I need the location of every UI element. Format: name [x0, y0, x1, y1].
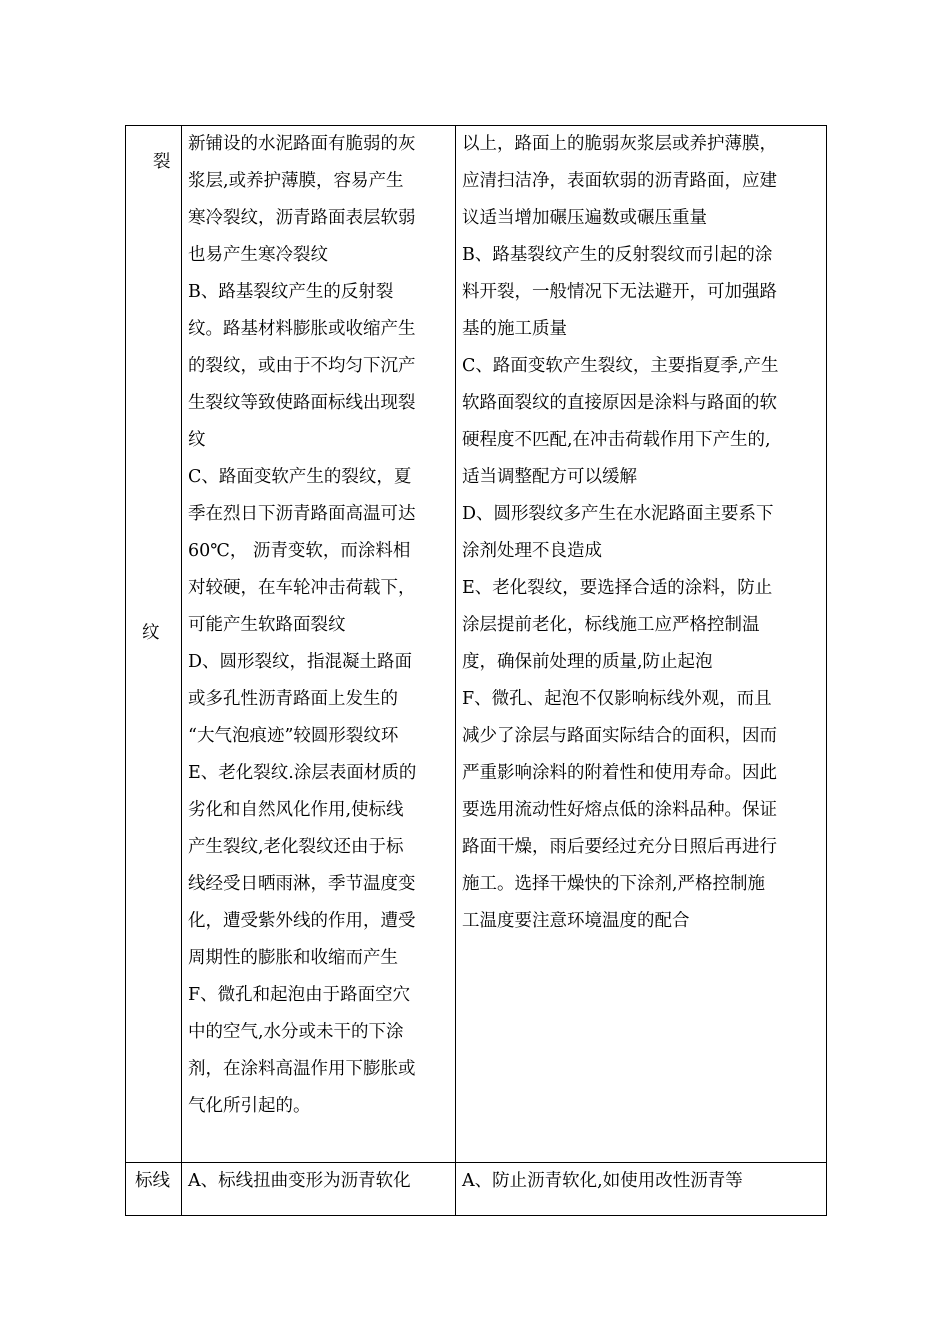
- text-line: 议适当增加碾压遍数或碾压重量: [462, 208, 707, 228]
- text-line: 适当调整配方可以缓解: [462, 467, 637, 487]
- text-line: 劣化和自然风化作用,使标线: [188, 800, 404, 820]
- text-line: B、路基裂纹产生的反射裂纹而引起的涂: [462, 245, 773, 265]
- text-line: B、路基裂纹产生的反射裂: [188, 282, 394, 302]
- cause-text: A、标线扭曲变形为沥青软化: [188, 1171, 411, 1191]
- text-line: 的裂纹，或由于不均匀下沉产: [188, 356, 416, 376]
- text-line: 路面干燥，雨后要经过充分日照后再进行: [462, 837, 777, 857]
- table-row-marking: [126, 1163, 827, 1216]
- text-line: 严重影响涂料的附着性和使用寿命。因此: [462, 763, 777, 783]
- text-line: 线经受日晒雨淋，季节温度变: [188, 874, 416, 894]
- text-line: D、圆形裂纹多产生在水泥路面主要系下: [462, 504, 774, 524]
- row-label-top: 裂: [153, 152, 171, 172]
- row-label-cell: [126, 1163, 182, 1216]
- text-line: F、微孔和起泡由于路面空穴: [188, 985, 411, 1005]
- text-line: 硬程度不匹配,在冲击荷载作用下产生的,: [462, 430, 771, 450]
- text-line: 可能产生软路面裂纹: [188, 615, 346, 635]
- text-line: F、微孔、起泡不仅影响标线外观，而且: [462, 689, 772, 709]
- text-line: 中的空气,水分或未干的下涂: [188, 1022, 404, 1042]
- text-line: 或多孔性沥青路面上发生的: [188, 689, 398, 709]
- text-line: E、老化裂纹.涂层表面材质的: [188, 763, 417, 783]
- text-line: D、圆形裂纹，指混凝土路面: [188, 652, 413, 672]
- text-line: 季在烈日下沥青路面高温可达: [188, 504, 416, 524]
- text-line: 化，遭受紫外线的作用，遭受: [188, 911, 416, 931]
- text-line: 60℃， 沥青变软，而涂料相: [188, 541, 411, 561]
- text-line: 产生裂纹,老化裂纹还由于标: [188, 837, 404, 857]
- text-line: 度，确保前处理的质量,防止起泡: [462, 652, 713, 672]
- text-line: 纹: [188, 430, 206, 450]
- text-line: 寒冷裂纹，沥青路面表层软弱: [188, 208, 416, 228]
- text-line: “大气泡痕迹”较圆形裂纹环: [188, 726, 399, 746]
- text-line: 也易产生寒冷裂纹: [188, 245, 328, 265]
- row-label: 标线: [135, 1171, 170, 1191]
- row-label-mid: 纹: [142, 623, 160, 643]
- defect-table: [125, 125, 827, 1216]
- measure-cell: [456, 1163, 827, 1216]
- text-line: 要选用流动性好熔点低的涂料品种。保证: [462, 800, 777, 820]
- text-line: 对较硬，在车轮冲击荷载下，: [188, 578, 416, 598]
- text-line: 基的施工质量: [462, 319, 567, 339]
- text-line: 软路面裂纹的直接原因是涂料与路面的软: [462, 393, 777, 413]
- row-label-cell: [126, 126, 182, 1163]
- text-line: 料开裂，一般情况下无法避开，可加强路: [462, 282, 777, 302]
- text-line: C、路面变软产生的裂纹，夏: [188, 467, 412, 487]
- text-line: 涂剂处理不良造成: [462, 541, 602, 561]
- text-line: 以上，路面上的脆弱灰浆层或养护薄膜，: [462, 134, 777, 154]
- text-line: 涂层提前老化，标线施工应严格控制温: [462, 615, 760, 635]
- cause-cell: [182, 126, 456, 1163]
- text-line: 应清扫洁净，表面软弱的沥青路面，应建: [462, 171, 777, 191]
- text-line: 周期性的膨胀和收缩而产生: [188, 948, 398, 968]
- cause-cell: [182, 1163, 456, 1216]
- text-line: 施工。选择干燥快的下涂剂,严格控制施: [462, 874, 766, 894]
- text-line: 浆层,或养护薄膜，容易产生: [188, 171, 404, 191]
- text-line: 纹。路基材料膨胀或收缩产生: [188, 319, 416, 339]
- text-line: E、老化裂纹，要选择合适的涂料，防止: [462, 578, 773, 598]
- text-line: 气化所引起的。: [188, 1096, 311, 1116]
- text-line: 剂，在涂料高温作用下膨胀或: [188, 1059, 416, 1079]
- text-line: C、路面变软产生裂纹，主要指夏季,产生: [462, 356, 779, 376]
- text-line: 生裂纹等致使路面标线出现裂: [188, 393, 416, 413]
- cause-text: [182, 126, 455, 1125]
- measure-text: A、防止沥青软化,如使用改性沥青等: [462, 1171, 743, 1191]
- text-line: 工温度要注意环境温度的配合: [462, 911, 690, 931]
- measure-cell: [456, 126, 827, 1163]
- text-line: 减少了涂层与路面实际结合的面积，因而: [462, 726, 777, 746]
- text-line: 新铺设的水泥路面有脆弱的灰: [188, 134, 416, 154]
- table-row-crack: [126, 126, 827, 1163]
- measure-text: [456, 126, 826, 940]
